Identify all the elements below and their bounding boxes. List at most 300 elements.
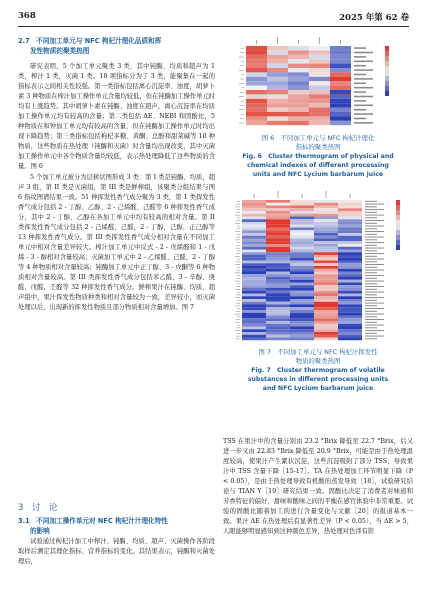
heatmap-cell (290, 307, 314, 310)
heatmap-cell (266, 285, 290, 288)
heatmap-cell (338, 329, 362, 332)
heatmap-cell (290, 222, 314, 225)
row-label-mark (365, 286, 384, 287)
heatmap-cell (290, 327, 314, 330)
heatmap-cell (242, 252, 266, 255)
row-label-mark (354, 69, 373, 71)
right-column-body (223, 437, 413, 595)
row-label-mark (365, 336, 384, 337)
heatmap-cell (314, 219, 338, 222)
heatmap-cell (338, 258, 362, 261)
heatmap-cell (242, 241, 266, 244)
heatmap-cell (330, 68, 351, 72)
heatmap-cell (266, 313, 290, 316)
heatmap-cell (267, 116, 288, 120)
heatmap-cell (330, 112, 351, 116)
row-label-mark (365, 275, 384, 276)
heatmap-cell (338, 335, 362, 338)
heatmap-cell (309, 99, 330, 103)
heatmap-cell (290, 318, 314, 321)
heatmap-cell (309, 81, 330, 85)
heatmap-cell (266, 291, 290, 294)
heatmap-cell (290, 283, 314, 286)
heatmap-cell (290, 239, 314, 242)
heatmap-cell (242, 261, 266, 264)
heatmap-cell (330, 55, 351, 59)
heatmap-cell (242, 294, 266, 297)
heatmap-cell (246, 86, 267, 90)
heatmap-cell (338, 203, 362, 206)
row-label-mark (354, 87, 373, 89)
row-label-mark (365, 220, 384, 221)
legend-swatch (396, 235, 400, 240)
row-label-mark (365, 297, 384, 298)
heatmap-cell (290, 208, 314, 211)
heatmap-cell (314, 291, 338, 294)
heatmap-cell (314, 272, 338, 275)
heatmap-cell (314, 313, 338, 316)
legend-swatch (396, 205, 400, 210)
heatmap-cell (242, 219, 266, 222)
heatmap-cell (267, 50, 288, 54)
heatmap-cell (246, 50, 267, 54)
heatmap-cell (290, 228, 314, 231)
heatmap-cell (288, 86, 309, 90)
heatmap-cell (314, 255, 338, 258)
heatmap-cell (314, 247, 338, 250)
row-label-mark (365, 283, 377, 284)
legend-swatch (396, 220, 400, 225)
heatmap-cell (242, 310, 266, 313)
heatmap-cell (330, 50, 351, 54)
legend-swatch (385, 91, 389, 96)
heatmap-cell (338, 217, 362, 220)
heatmap-cell (338, 272, 362, 275)
running-header (18, 11, 409, 25)
heatmap-cell (266, 233, 290, 236)
heatmap-cell (338, 327, 362, 330)
heatmap-cell (290, 241, 314, 244)
heatmap-cell (290, 211, 314, 214)
heatmap-cell (290, 285, 314, 288)
heatmap-cell (242, 263, 266, 266)
legend-swatch (385, 56, 389, 61)
heatmap-cell (242, 321, 266, 324)
heatmap-cell (338, 283, 362, 286)
heatmap-cell (242, 233, 266, 236)
heatmap-cell (288, 59, 309, 63)
heatmap-cell (266, 211, 290, 214)
heatmap-cell (242, 214, 266, 217)
heatmap-cell (267, 68, 288, 72)
heatmap-cell (314, 277, 338, 280)
heatmap-cell (242, 305, 266, 308)
heatmap-cell (338, 318, 362, 321)
heatmap-cell (338, 305, 362, 308)
heatmap-cell (246, 99, 267, 103)
heatmap-cell (290, 200, 314, 203)
heatmap-cell (338, 261, 362, 264)
heatmap-cell (338, 296, 362, 299)
heatmap-cell (309, 108, 330, 112)
heatmap-cell (288, 50, 309, 54)
heatmap-cell (290, 255, 314, 258)
heatmap-cell (246, 59, 267, 63)
heatmap-cell (266, 318, 290, 321)
heatmap-cell (314, 338, 338, 341)
heatmap-cell (242, 299, 266, 302)
heatmap-cell (267, 112, 288, 116)
row-label-mark (354, 100, 366, 102)
heatmap-cell (290, 225, 314, 228)
heatmap-cell (246, 94, 267, 98)
heatmap-cell (288, 116, 309, 120)
heatmap-cell (290, 206, 314, 209)
heatmap-cell (338, 255, 362, 258)
heatmap-cell (330, 121, 351, 125)
heatmap-cell (290, 247, 314, 250)
heatmap-cell (309, 77, 330, 81)
heatmap-cell (314, 266, 338, 269)
heatmap-cell (242, 318, 266, 321)
row-label-mark (365, 308, 384, 309)
heatmap-cell (266, 294, 290, 297)
heatmap-cell (266, 302, 290, 305)
heatmap-cell (290, 280, 314, 283)
heatmap-cell (266, 283, 290, 286)
heatmap-cell (309, 121, 330, 125)
paragraph: 研究表明，5 个加工单元聚类 3 类，其中钝酶、均质和超声为 1 类，榨汁 1 类，灭菌 1 类。18 项指标分为了 3 类，能聚集在一起的指标表示之间相关性较强。第一类指标包括离心沉淀率、浊度，胡萝卜素 3 种物质在榨汁加工操作单元含量均较低，但在钝酶加工操作单元时均有上涨趋势。其中胡萝卜素在钝酶、浊度在超声，离心沉淀率在均质加工操作单元均有较高的含量；第二类包括 ΔE、NEBI 和固酚比，5 种物质在和钟加工单元均有较高的含量，但在钝酶加工操作单元时均出现下降趋势；第三类指标包括枸杞多糖、黄酮、总酚和甜菜碱等 10 种物质，这些物质在热处理（钝酶和灭菌）时含量均出现改变，其中灭菌加工操作单元中各个物质含量均较低，表示热处理降低了这些物质的含量。图 6 (18, 63, 215, 171)
heatmap-cell (309, 59, 330, 63)
heatmap-cell (266, 327, 290, 330)
row-label-mark (365, 237, 384, 238)
heatmap-cell (290, 288, 314, 291)
heatmap-cell (338, 291, 362, 294)
row-label-mark (354, 61, 373, 63)
row-label-mark (354, 47, 366, 49)
heatmap-cell (266, 217, 290, 220)
heatmap-cell (266, 247, 290, 250)
heatmap-cell (338, 247, 362, 250)
heatmap-cell (290, 302, 314, 305)
row-label-mark (365, 242, 384, 243)
heatmap-cell (290, 329, 314, 332)
heatmap-cell (290, 258, 314, 261)
heatmap-cell (330, 72, 351, 76)
row-label-mark (365, 206, 377, 207)
heatmap-cell (338, 274, 362, 277)
legend-swatch (385, 66, 389, 71)
heatmap-cell (266, 222, 290, 225)
legend-swatch (385, 86, 389, 91)
heatmap-cell (242, 296, 266, 299)
row-label-mark (354, 105, 373, 107)
heatmap-cell (338, 302, 362, 305)
heatmap-cell (309, 55, 330, 59)
heatmap-cell (266, 272, 290, 275)
heatmap-cell (290, 263, 314, 266)
heatmap-cell (338, 280, 362, 283)
row-label-mark (365, 272, 377, 273)
heatmap-cell (266, 263, 290, 266)
heatmap-cell (266, 307, 290, 310)
heatmap-cell (266, 321, 290, 324)
heatmap-cell (314, 329, 338, 332)
heatmap-cell (246, 108, 267, 112)
heatmap-cell (288, 94, 309, 98)
heatmap-cell (242, 247, 266, 250)
heatmap-cell (266, 241, 290, 244)
row-label-mark (365, 253, 384, 254)
heatmap-cell (288, 77, 309, 81)
heatmap-cell (314, 332, 338, 335)
heatmap-cell (242, 225, 266, 228)
legend-swatch (396, 240, 400, 245)
heatmap-cell (338, 252, 362, 255)
heatmap-cell (338, 211, 362, 214)
heatmap-cell (242, 250, 266, 253)
row-label-mark (354, 109, 366, 111)
heatmap-cell (266, 269, 290, 272)
heatmap-cell (266, 332, 290, 335)
heatmap-cell (338, 266, 362, 269)
heatmap-cell (242, 327, 266, 330)
heatmap-cell (242, 258, 266, 261)
heatmap-cell (242, 313, 266, 316)
heatmap-cell (288, 68, 309, 72)
heatmap-cell (330, 90, 351, 94)
heatmap-cell (266, 206, 290, 209)
heatmap-cell (242, 206, 266, 209)
heatmap-cell (267, 108, 288, 112)
heatmap-cell (290, 274, 314, 277)
heatmap-cell (288, 55, 309, 59)
heatmap-cell (314, 299, 338, 302)
heatmap-cell (314, 310, 338, 313)
heatmap-cell (242, 266, 266, 269)
section-3-heading: 3 讨 论 (18, 503, 58, 513)
heatmap-cell (309, 116, 330, 120)
heatmap-cell (314, 296, 338, 299)
heatmap-cell (266, 266, 290, 269)
heatmap-cell (314, 335, 338, 338)
row-label-mark (365, 319, 384, 320)
heatmap-cell (246, 121, 267, 125)
heatmap-cell (338, 313, 362, 316)
heatmap-cell (338, 310, 362, 313)
heatmap-cell (330, 46, 351, 50)
row-label-mark (354, 118, 366, 120)
heatmap-cell (314, 258, 338, 261)
heatmap-cell (309, 64, 330, 68)
row-label-mark (365, 215, 384, 216)
heatmap-cell (314, 217, 338, 220)
row-label-mark (365, 305, 377, 306)
heatmap-cell (290, 296, 314, 299)
heatmap-cell (246, 68, 267, 72)
heatmap-cell (266, 316, 290, 319)
heatmap-cell (338, 338, 362, 341)
heatmap-cell (314, 200, 338, 203)
heatmap-cell (338, 228, 362, 231)
heatmap-cell (266, 296, 290, 299)
heatmap-cell (338, 321, 362, 324)
heatmap-cell (290, 335, 314, 338)
heatmap-cell (246, 64, 267, 68)
heatmap-cell (338, 324, 362, 327)
heatmap-cell (338, 277, 362, 280)
heatmap-cell (330, 103, 351, 107)
heatmap-cell (314, 307, 338, 310)
heatmap-cell (338, 206, 362, 209)
row-label-mark (365, 314, 384, 315)
heatmap-cell (290, 299, 314, 302)
heatmap-cell (314, 252, 338, 255)
legend-swatch (396, 215, 400, 220)
row-label-mark (365, 250, 377, 251)
heatmap-cell (338, 200, 362, 203)
journal-volume: 2025 年第 62 卷 (339, 13, 409, 23)
row-label-mark (365, 261, 377, 262)
row-label-mark (365, 281, 384, 282)
heatmap-cell (242, 239, 266, 242)
heatmap-cell (267, 99, 288, 103)
heatmap-cell (242, 255, 266, 258)
heatmap-cell (242, 285, 266, 288)
heatmap-cell (314, 244, 338, 247)
heatmap-cell (246, 103, 267, 107)
heatmap-cell (338, 307, 362, 310)
heatmap-cell (309, 72, 330, 76)
heatmap-cell (266, 214, 290, 217)
heatmap-cell (246, 81, 267, 85)
heatmap-cell (309, 103, 330, 107)
heatmap-cell (242, 316, 266, 319)
heatmap-cell (267, 86, 288, 90)
heatmap-cell (266, 335, 290, 338)
heatmap-cell (309, 46, 330, 50)
heatmap-7-graphic (226, 190, 412, 346)
heatmap-cell (314, 288, 338, 291)
heatmap-cell (267, 72, 288, 76)
heatmap-cell (314, 305, 338, 308)
heatmap-cell (290, 316, 314, 319)
section-2-7-heading: 2.7 不同加工单元与 NFC 枸杞汁理化品质和挥 发性物质的聚类热图 (18, 37, 162, 56)
heatmap-cell (242, 217, 266, 220)
heatmap-cell (290, 203, 314, 206)
row-label-mark (365, 209, 384, 210)
paragraph: 试验通过枸杞汁加工中榨汁、钝酶、均质、超声、灭菌操作各阶段取样后测定其理化指标、营养指标的变化。其结果表示，钝酶和灭菌处理后， (18, 538, 215, 566)
heatmap-cell (266, 200, 290, 203)
heatmap-cell (338, 332, 362, 335)
heatmap-cell (338, 269, 362, 272)
heatmap-cell (266, 244, 290, 247)
heatmap-cell (309, 50, 330, 54)
heatmap-cell (314, 269, 338, 272)
row-label-mark (365, 256, 377, 257)
legend-swatch (385, 76, 389, 81)
row-label-mark (354, 74, 366, 76)
heatmap-cell (338, 236, 362, 239)
heatmap-cell (309, 112, 330, 116)
heatmap-cell (314, 233, 338, 236)
heatmap-cell (290, 244, 314, 247)
heatmap-cell (314, 285, 338, 288)
legend-swatch (385, 46, 389, 51)
paragraph: TSS 在果汁中的含量分别由 23.2 °Brix 降低至 22.7 °Brix，后又进一步又由 22.83 °Brix 降低至 20.9 °Brix，可能是由于热处理温度较高，使果汁产生絮状沉淀，这些沉淀吸附了部分 TSS，导致果汁中 TSS 含量下降［15-17］。TA 在热处理加工环节明显下降（P < 0.05），是由于热处理导致有机酸的蒸发导致［18］，试验研究结论与 TIAN Y［19］研究结果一致。固酸比决定了消费者对味道和芳香特征的偏好，甜味和酸味之间的平衡在感官体验中非常重要。试验的固酸比随着加工的进行含量变化与文献［20］的报道基本一致。果汁 ΔE 在热处理后有显著性差异（P < 0.05），当 ΔE > 5，人眼能够明显感知到这种颜色差异，热处理对色泽有影 (223, 438, 413, 536)
heatmap-cell (314, 206, 338, 209)
heatmap-cell (330, 116, 351, 120)
legend-swatch (385, 61, 389, 66)
header-rule (18, 26, 409, 27)
heatmap-cell (267, 121, 288, 125)
heatmap-cell (242, 288, 266, 291)
heatmap-cell (314, 324, 338, 327)
heatmap-cell (288, 90, 309, 94)
heatmap-cell (314, 294, 338, 297)
legend-swatch (396, 210, 400, 215)
heatmap-cell (309, 68, 330, 72)
heatmap-cell (314, 316, 338, 319)
heatmap-cell (314, 283, 338, 286)
heatmap-cell (267, 103, 288, 107)
row-label-mark (365, 294, 377, 295)
heatmap-cell (338, 214, 362, 217)
heatmap-cell (338, 225, 362, 228)
heatmap-cell (314, 241, 338, 244)
row-label-mark (365, 259, 384, 260)
heatmap-cell (266, 258, 290, 261)
row-label-mark (365, 201, 377, 202)
legend-swatch (396, 245, 400, 250)
heatmap-cell (246, 55, 267, 59)
section-3-1-body (18, 537, 215, 595)
heatmap-cell (242, 222, 266, 225)
heatmap-cell (288, 46, 309, 50)
heatmap-cell (314, 230, 338, 233)
heatmap-cell (267, 64, 288, 68)
heatmap-cell (338, 285, 362, 288)
heatmap-cell (266, 274, 290, 277)
heatmap-cell (266, 225, 290, 228)
page-number: 368 (18, 11, 36, 21)
heatmap-cell (338, 244, 362, 247)
heatmap-cell (266, 299, 290, 302)
heatmap-cell (290, 236, 314, 239)
heatmap-cell (338, 263, 362, 266)
heatmap-cell (266, 280, 290, 283)
row-label-mark (354, 78, 373, 80)
heatmap-cell (290, 219, 314, 222)
row-label-mark (365, 217, 377, 218)
legend-swatch (396, 225, 400, 230)
heatmap-cell (288, 99, 309, 103)
heatmap-cell (290, 277, 314, 280)
heatmap-cell (338, 208, 362, 211)
heatmap-cell (266, 252, 290, 255)
heatmap-cell (242, 200, 266, 203)
row-label-mark (365, 278, 377, 279)
heatmap-cell (290, 313, 314, 316)
row-label-mark (365, 300, 377, 301)
heatmap-cell (242, 236, 266, 239)
heatmap-cell (242, 274, 266, 277)
heatmap-cell (290, 321, 314, 324)
row-label-mark (354, 122, 373, 124)
heatmap-cell (290, 338, 314, 341)
heatmap-cell (330, 99, 351, 103)
heatmap-cell (242, 230, 266, 233)
